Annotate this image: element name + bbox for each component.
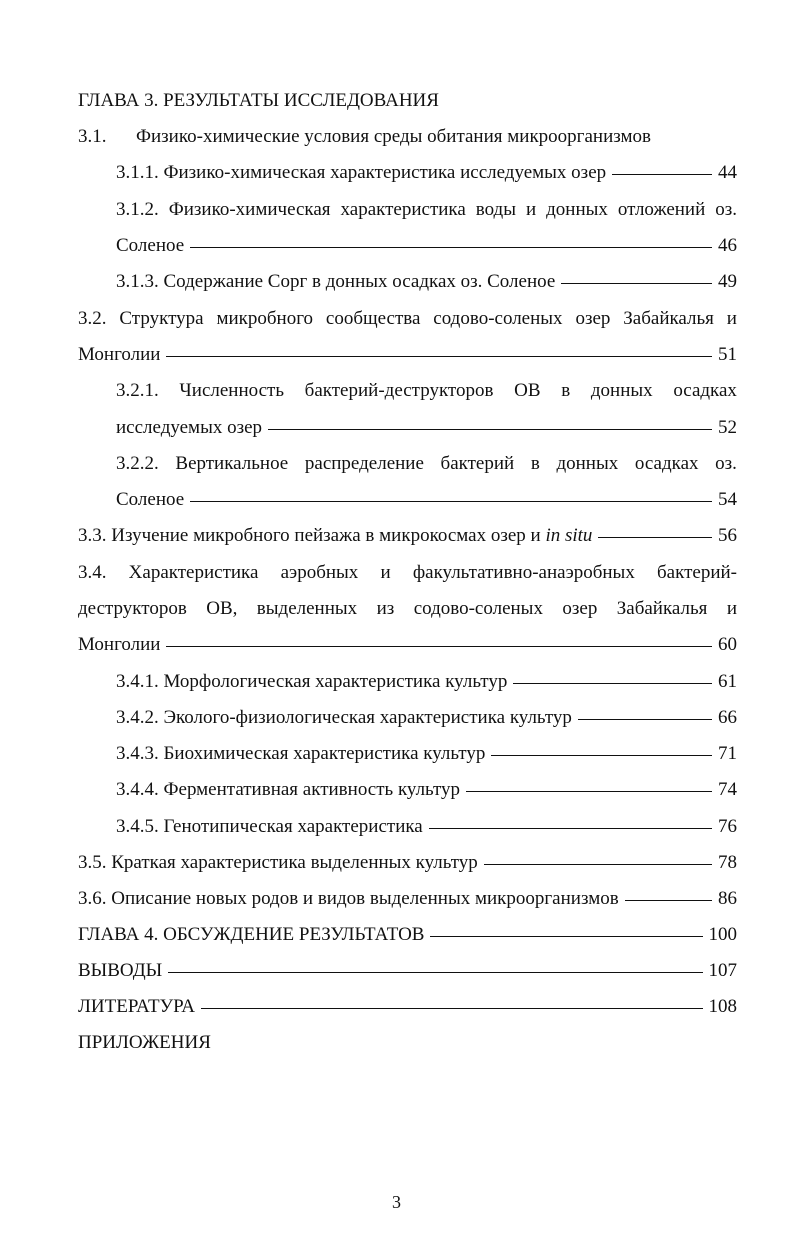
page-ref: 51 <box>718 344 737 365</box>
toc-entry-3-4-3: 3.4.3. Биохимическая характеристика культур 71 <box>116 743 737 764</box>
toc-chapter4: ГЛАВА 4. ОБСУЖДЕНИЕ РЕЗУЛЬТАТОВ 100 <box>78 924 737 945</box>
leader-line <box>561 283 712 284</box>
toc-entry-3-4-1: 3.4.1. Морфологическая характеристика культур 61 <box>116 671 737 692</box>
leader-line <box>168 972 702 973</box>
leader-line <box>484 864 712 865</box>
toc-literature: ЛИТЕРАТУРА 108 <box>78 996 737 1017</box>
page-ref: 56 <box>718 525 737 546</box>
toc-entry-3-4-line2: деструкторов ОВ, выделенных из содово-соленых озер Забайкалья и <box>78 598 737 619</box>
leader-line <box>578 719 712 720</box>
toc-entry-3-1-2-cont: Соленое 46 <box>116 235 737 256</box>
page-ref: 66 <box>718 707 737 728</box>
page-ref: 44 <box>718 162 737 183</box>
page-ref: 52 <box>718 417 737 438</box>
toc-appendices: ПРИЛОЖЕНИЯ <box>78 1032 211 1053</box>
toc-entry-3-4-2: 3.4.2. Эколого-физиологическая характеристика культур 66 <box>116 707 737 728</box>
toc-entry-3-3: 3.3. Изучение микробного пейзажа в микрокосмах озер и in situ 56 <box>78 525 737 546</box>
toc-entry-3-2-2-cont: Соленое 54 <box>116 489 737 510</box>
toc-entry-3-2-cont: Монголии 51 <box>78 344 737 365</box>
leader-line <box>491 755 712 756</box>
leader-line <box>268 429 712 430</box>
toc-entry-3-6: 3.6. Описание новых родов и видов выделенных микроорганизмов 86 <box>78 888 737 909</box>
toc-entry-3-1: 3.1. Физико-химические условия среды обитания микроорганизмов <box>78 126 651 147</box>
leader-line <box>625 900 712 901</box>
toc-conclusions: ВЫВОДЫ 107 <box>78 960 737 981</box>
page-ref: 60 <box>718 634 737 655</box>
toc-entry-3-4-5: 3.4.5. Генотипическая характеристика 76 <box>116 816 737 837</box>
page-number: 3 <box>392 1192 401 1212</box>
toc-chapter3-heading: ГЛАВА 3. РЕЗУЛЬТАТЫ ИССЛЕДОВАНИЯ <box>78 90 439 111</box>
leader-line <box>598 537 712 538</box>
page-ref: 86 <box>718 888 737 909</box>
leader-line <box>166 356 712 357</box>
toc-entry-3-5: 3.5. Краткая характеристика выделенных культур 78 <box>78 852 737 873</box>
toc-entry-3-4-cont: Монголии 60 <box>78 634 737 655</box>
page-ref: 74 <box>718 779 737 800</box>
leader-line <box>166 646 712 647</box>
toc-entry-3-4: 3.4. Характеристика аэробных и факультативно-анаэробных бактерий- <box>78 562 737 583</box>
page-ref: 46 <box>718 235 737 256</box>
page-ref: 78 <box>718 852 737 873</box>
toc-entry-3-1-1: 3.1.1. Физико-химическая характеристика исследуемых озер 44 <box>116 162 737 183</box>
toc-entry-3-1-2: 3.1.2. Физико-химическая характеристика воды и донных отложений оз. <box>116 199 737 220</box>
page-ref: 108 <box>708 996 737 1017</box>
leader-line <box>513 683 712 684</box>
leader-line <box>612 174 712 175</box>
leader-line <box>429 828 712 829</box>
toc-entry-3-2: 3.2. Структура микробного сообщества содово-соленых озер Забайкалья и <box>78 308 737 329</box>
page-ref: 49 <box>718 271 737 292</box>
page-ref: 54 <box>718 489 737 510</box>
page-ref: 107 <box>708 960 737 981</box>
leader-line <box>466 791 712 792</box>
toc-entry-3-2-1-cont: исследуемых озер 52 <box>116 417 737 438</box>
page-ref: 61 <box>718 671 737 692</box>
leader-line <box>430 936 702 937</box>
leader-line <box>190 247 712 248</box>
page-ref: 71 <box>718 743 737 764</box>
page-ref: 100 <box>708 924 737 945</box>
toc-entry-3-2-2: 3.2.2. Вертикальное распределение бактерий в донных осадках оз. <box>116 453 737 474</box>
page-ref: 76 <box>718 816 737 837</box>
toc-entry-3-4-4: 3.4.4. Ферментативная активность культур 74 <box>116 779 737 800</box>
leader-line <box>201 1008 703 1009</box>
toc-entry-3-2-1: 3.2.1. Численность бактерий-деструкторов ОВ в донных осадках <box>116 380 737 401</box>
leader-line <box>190 501 712 502</box>
toc-entry-3-1-3: 3.1.3. Содержание Сорг в донных осадках оз. Соленое 49 <box>116 271 737 292</box>
